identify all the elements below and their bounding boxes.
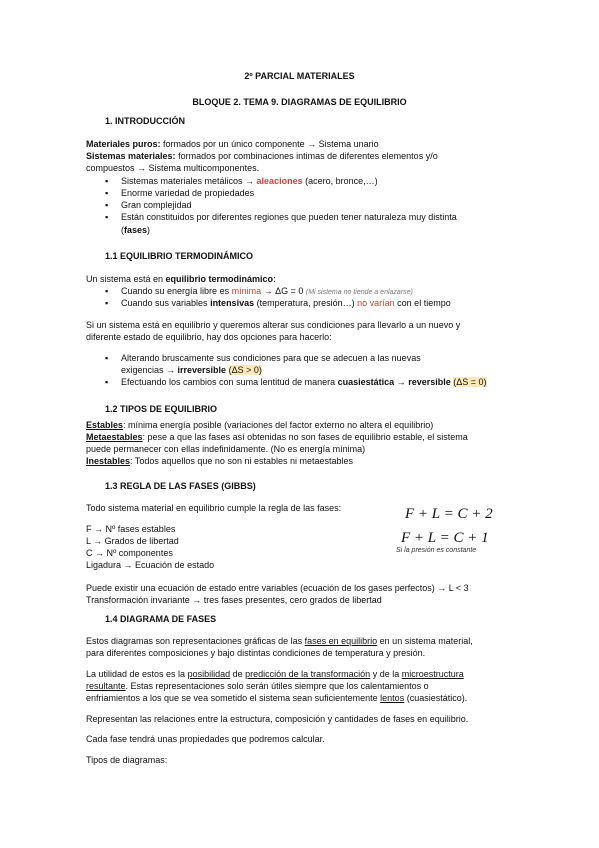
paragraph-estables: Estables: mínima energía posible (variaciones del factor externo no altera el equilibrio) — [86, 420, 434, 430]
definition-item: L → Grados de libertad — [86, 536, 179, 546]
list-item: ▪ Cuando sus variables intensivas (temperatura, presión…) no varían con el tiempo — [121, 298, 451, 309]
list-item: ▪ Enorme variedad de propiedades — [121, 188, 254, 199]
paragraph: Cada fase tendrá unas propiedades que podremos calcular. — [86, 734, 325, 744]
document-title: 2º PARCIAL MATERIALES — [244, 71, 355, 81]
paragraph: Si un sistema está en equilibrio y queremos alterar sus condiciones para llevarlo a un nuevo y — [86, 320, 461, 330]
paragraph-sistemas-materiales: Sistemas materiales: formados por combinaciones intimas de diferentes elementos y/o — [86, 151, 438, 161]
paragraph-metaestables-cont: puede permanecer con ellas indefinidamente. (No es energía mínima) — [86, 444, 366, 454]
list-item-cont: exigencias → irreversible (ΔS > 0) — [121, 365, 262, 375]
section-heading-tipos: 1.2 TIPOS DE EQUILIBRIO — [105, 404, 218, 414]
definition-item: C → Nº componentes — [86, 548, 173, 558]
paragraph: Estos diagramas son representaciones gráficas de las fases en equilibrio en un sistema material, — [86, 636, 473, 646]
paragraph-materiales-puros: Materiales puros: formados por un único componente → Sistema unario — [86, 139, 379, 149]
list-item: ▪ Alterando bruscamente sus condiciones para que se adecuen a las nuevas — [121, 353, 421, 364]
paragraph: Representan las relaciones entre la estructura, composición y cantidades de fases en equilibrio. — [86, 714, 469, 724]
document-subtitle: BLOQUE 2. TEMA 9. DIAGRAMAS DE EQUILIBRIO — [192, 97, 407, 107]
paragraph-cont: resultante. Estas representaciones solo serán útiles siempre que los calentamientos o — [86, 681, 429, 691]
list-item: ▪ Cuando su energía libre es mínima → ΔG = 0 (Mi sistema no tiende a enlazarse) — [121, 286, 413, 298]
definition-item: F → Nº fases estables — [86, 524, 176, 534]
section-heading-regla-fases: 1.3 REGLA DE LAS FASES (GIBBS) — [105, 481, 256, 491]
list-item: ▪ Efectuando los cambios con suma lentitud de manera cuasiestática → reversible (ΔS = 0) — [121, 377, 487, 388]
list-item-cont: (fases) — [121, 225, 151, 235]
section-heading-equilibrio: 1.1 EQUILIBRIO TERMODINÁMICO — [105, 251, 254, 261]
definition-item: Ligadura → Ecuación de estado — [86, 560, 215, 570]
list-item: ▪ Gran complejidad — [121, 200, 192, 211]
formula-gibbs-isobaric: F + L = C + 1 — [401, 530, 489, 546]
formula-note: Si la presión es constante — [396, 547, 477, 554]
formula-gibbs: F + L = C + 2 — [405, 506, 493, 522]
paragraph: Tipos de diagramas: — [86, 755, 168, 765]
list-item: ▪ Sistemas materiales metálicos → aleaciones (acero, bronce,…) — [121, 176, 378, 187]
paragraph-cont: diferente estado de equilibrio, hay dos opciones para hacerlo: — [86, 332, 332, 342]
paragraph: La utilidad de estos es la posibilidad de predicción de la transformación y de la microestructura — [86, 669, 464, 679]
paragraph: Puede existir una ecuación de estado entre variables (ecuación de los gases perfectos) → L < 3 — [86, 583, 469, 593]
paragraph-cont: enfriamientos a los que se vea sometido el sistema sean suficientemente lentos (cuasiestático). — [86, 693, 468, 703]
paragraph-sistemas-materiales-cont: compuestos → Sistema multicomponentes. — [86, 163, 260, 173]
paragraph: Todo sistema material en equilibrio cumple la regla de las fases: — [86, 503, 342, 513]
paragraph-metaestables: Metaestables: pese a que las fases así obtenidas no son fases de equilibrio estable, el sistema — [86, 432, 468, 442]
paragraph-cont: para diferentes composiciones y bajo distintas condiciones de temperatura y presión. — [86, 648, 426, 658]
list-item: ▪ Están constituidos por diferentes regiones que pueden tener naturaleza muy distinta — [121, 212, 457, 223]
paragraph-inestables: Inestables: Todos aquellos que no son ni estables ni metaestables — [86, 456, 354, 466]
section-heading-introduccion: 1. INTRODUCCIÓN — [105, 116, 186, 126]
paragraph: Transformación invariante → tres fases presentes, cero grados de libertad — [86, 595, 382, 605]
section-heading-diagrama: 1.4 DIAGRAMA DE FASES — [105, 614, 217, 624]
paragraph: Un sistema está en equilibrio termodinámico: — [86, 274, 277, 284]
